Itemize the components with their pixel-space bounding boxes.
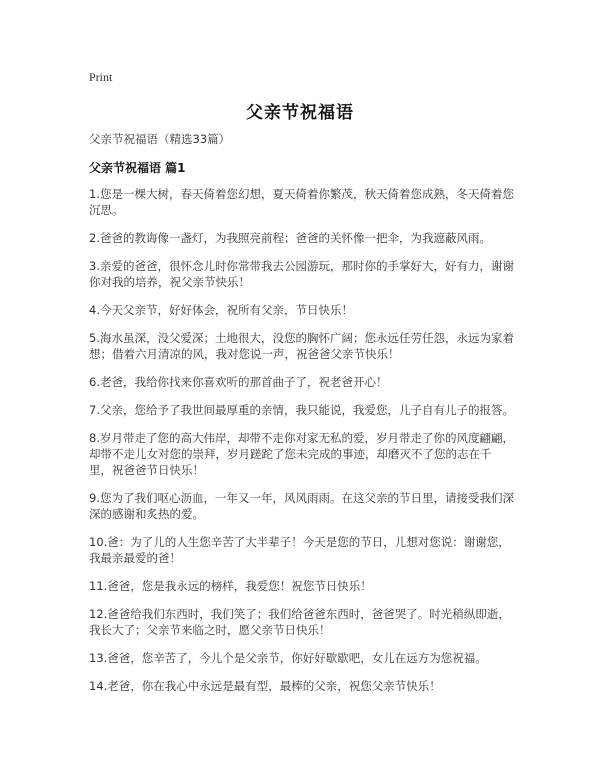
blessing-item: 11.爸爸，您是我永远的榜样，我爱您！祝您节日快乐！ [89,579,372,593]
blessing-item: 3.亲爱的爸爸，很怀念儿时你常带我去公园游玩，那时你的手掌好大，好有力，谢谢你对我的培养，祝父亲节快乐！ [89,259,514,289]
blessing-list [89,186,514,706]
section-heading: 父亲节祝福语 篇1 [89,161,186,175]
document-subtitle: 父亲节祝福语（精选33篇） [89,132,231,146]
blessing-item: 13.爸爸，您辛苦了，今儿个是父亲节，你好好歇歇吧，女儿在远方为您祝福。 [89,651,487,665]
blessing-item: 8.岁月带走了您的高大伟岸，却带不走你对家无私的爱，岁月带走了你的风度翩翩，却带不走儿女对您的崇拜，岁月蹉跎了您未完成的事迹，却磨灭不了您的志在千里，祝爸爸节日快乐！ [89,431,514,477]
blessing-item: 10.爸：为了儿的人生您辛苦了大半辈子！今天是您的节日，儿想对您说：谢谢您，我最亲最爱的爸！ [89,535,510,565]
blessing-item: 6.老爸，我给你找来你喜欢听的那首曲子了，祝老爸开心！ [89,375,388,389]
blessing-item: 2.爸爸的教诲像一盏灯，为我照亮前程；爸爸的关怀像一把伞，为我遮蔽风雨。 [89,231,491,245]
page-title: 父亲节祝福语 [246,103,354,123]
blessing-item: 5.海水虽深，没父爱深；土地很大，没您的胸怀广阔；您永远任劳任怨，永远为家着想；借着六月清凉的风，我对您说一声，祝爸爸父亲节快乐！ [89,331,514,361]
print-label: Print [89,70,113,84]
blessing-item: 9.您为了我们呕心沥血，一年又一年，风风雨雨。在这父亲的节日里，请接受我们深深的感谢和炙热的爱。 [89,491,514,521]
blessing-item: 14.老爸，你在我心中永远是最有型，最棒的父亲，祝您父亲节快乐！ [89,679,441,693]
blessing-item: 1.您是一棵大树，春天倚着您幻想，夏天倚着你繁茂，秋天倚着您成熟，冬天倚着您沉思。 [89,187,514,217]
blessing-item: 7.父亲，您给予了我世间最厚重的亲情，我只能说，我爱您，儿子自有儿子的报答。 [89,403,514,417]
blessing-item: 12.爸爸给我们东西时，我们笑了；我们给爸爸东西时，爸爸哭了。时光稍纵即逝，我长大了；父亲节来临之时，愿父亲节日快乐！ [89,607,510,637]
blessing-item: 4.今天父亲节，好好体会，祝所有父亲，节日快乐！ [89,303,353,317]
